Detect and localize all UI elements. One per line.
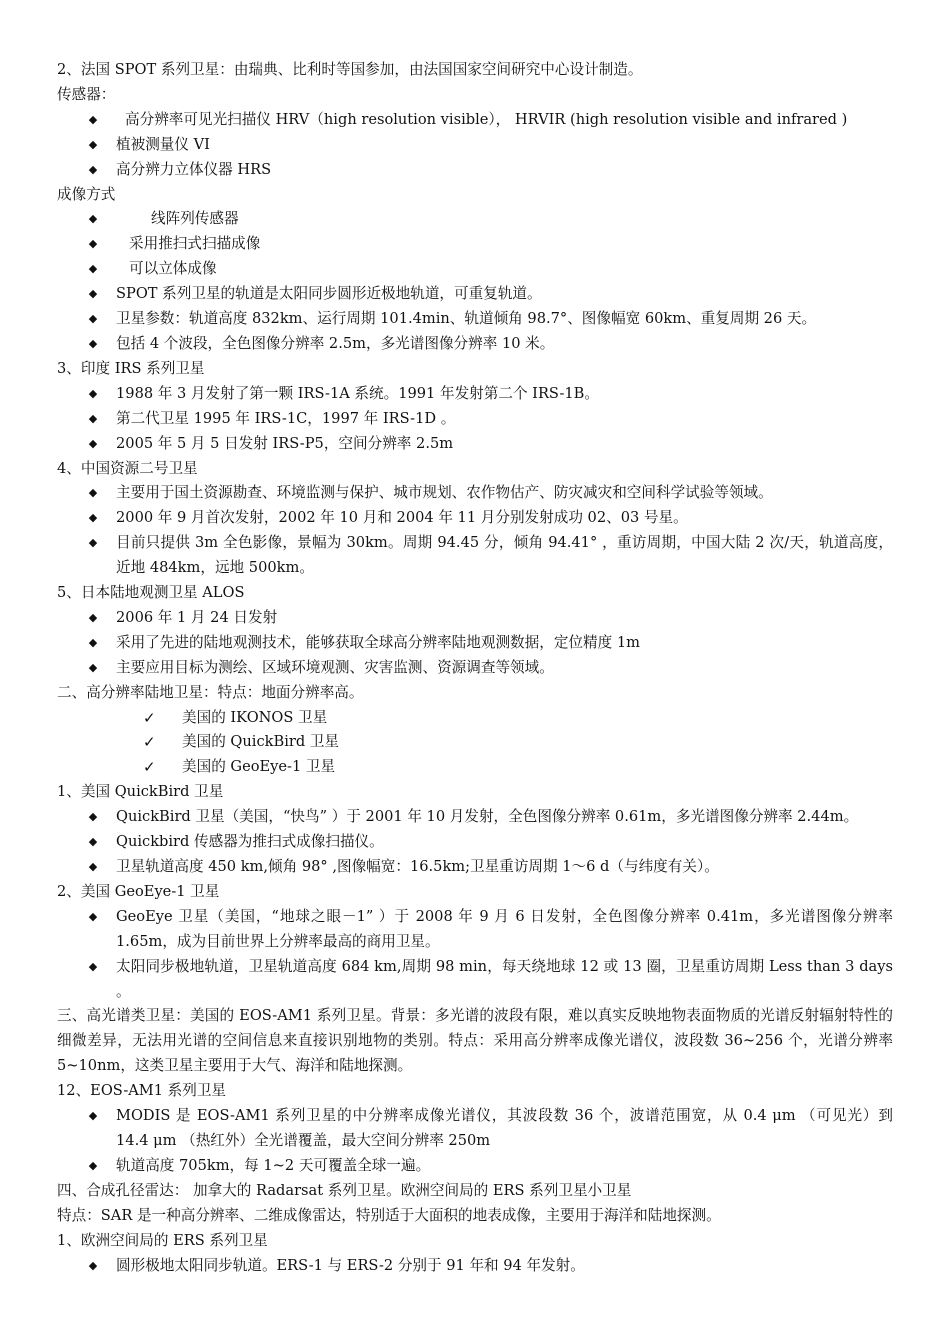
bullet-item: [57, 133, 893, 158]
heading-line: 2、法国 SPOT 系列卫星：由瑞典、比利时等国参加，由法国国家空间研究中心设计制造。: [57, 61, 643, 78]
diamond-bullet-icon: ◆: [88, 336, 98, 350]
checkmark-icon: ✓: [143, 733, 156, 752]
bullet-item: [57, 631, 893, 656]
diamond-bullet-icon: ◆: [88, 835, 98, 849]
item-text: 美国的 QuickBird 卫星: [182, 733, 340, 751]
item-text: 太阳同步极地轨道，卫星轨道高度 684 km,周期 98 min，每天绕地球 12 或 13 圈，卫星重访周期 Less than 3 days 。: [116, 957, 893, 1000]
bullet-item: [57, 407, 893, 432]
item-text: 卫星轨道高度 450 km,倾角 98° ,图像幅宽：16.5km;卫星重访周期 1～6 d（与纬度有关）。: [116, 858, 719, 875]
item-text: 2000 年 9 月首次发射，2002 年 10 月和 2004 年 11 月分别发射成功 02、03 号星。: [116, 509, 688, 527]
bullet-item: [57, 307, 893, 332]
bullet-item: [57, 108, 893, 133]
diamond-bullet-icon: ◆: [88, 860, 98, 873]
item-text: 美国的 IKONOS 卫星: [182, 708, 328, 726]
bullet-item: [57, 1104, 893, 1154]
item-text: GeoEye 卫星（美国，“地球之眼－1” ）于 2008 年 9 月 6 日发射，全色图像分辨率 0.41m，多光谱图像分辨率 1.65m，成为目前世界上分辨率最高的商用卫星。: [116, 907, 893, 950]
bullet-item: [57, 257, 893, 282]
checkmark-icon: ✓: [143, 708, 156, 727]
item-text: 第二代卫星 1995 年 IRS-1C，1997 年 IRS-1D 。: [116, 409, 456, 427]
heading-line: 2、美国 GeoEye-1 卫星: [57, 882, 220, 900]
diamond-bullet-icon: ◆: [88, 1109, 98, 1123]
bullet-item: [57, 1254, 893, 1279]
diamond-bullet-icon: ◆: [88, 162, 98, 176]
item-text: 采用了先进的陆地观测技术，能够获取全球高分辨率陆地观测数据，定位精度 1m: [116, 633, 640, 651]
bullet-item: [57, 232, 893, 257]
check-item: [57, 706, 893, 731]
diamond-bullet-icon: ◆: [88, 536, 98, 550]
heading-line: 12、EOS-AM1 系列卫星: [57, 1082, 227, 1100]
bullet-item: [57, 855, 893, 880]
heading-line: 5、日本陆地观测卫星 ALOS: [57, 584, 245, 602]
bullet-item: [57, 531, 893, 581]
item-text: 主要用于国土资源勘查、环境监测与保护、城市规划、农作物估产、防灾减灾和空间科学试验等领域。: [116, 484, 773, 502]
item-text: 2006 年 1 月 24 日发射: [116, 608, 278, 626]
item-text: QuickBird 卫星（美国，“快鸟” ）于 2001 年 10 月发射，全色图像分辨率 0.61m，多光谱图像分辨率 2.44m。: [116, 808, 859, 826]
bullet-item: [57, 606, 893, 631]
diamond-bullet-icon: ◆: [88, 411, 98, 425]
bullet-item: [57, 905, 893, 955]
diamond-bullet-icon: ◆: [88, 287, 98, 301]
check-item: [57, 730, 893, 755]
bullet-item: [57, 805, 893, 830]
diamond-bullet-icon: ◆: [88, 112, 98, 126]
check-item: [57, 755, 893, 780]
checkmark-icon: ✓: [143, 758, 156, 777]
item-text: 线阵列传感器: [151, 210, 239, 228]
bullet-item: [57, 158, 893, 183]
item-text: 高分辨力立体仪器 HRS: [116, 160, 272, 178]
diamond-bullet-icon: ◆: [88, 312, 98, 326]
item-text: 包括 4 个波段，全色图像分辨率 2.5m，多光谱图像分辨率 10 米。: [116, 334, 555, 352]
heading-line: 4、中国资源二号卫星: [57, 459, 198, 477]
diamond-bullet-icon: ◆: [88, 436, 98, 450]
diamond-bullet-icon: ◆: [88, 635, 98, 649]
diamond-bullet-icon: ◆: [88, 386, 98, 400]
diamond-bullet-icon: ◆: [88, 262, 98, 276]
diamond-bullet-icon: ◆: [88, 660, 98, 674]
bullet-item: [57, 830, 893, 855]
diamond-bullet-icon: ◆: [88, 137, 98, 151]
bullet-item: [57, 506, 893, 531]
item-text: 植被测量仪 VI: [116, 135, 210, 153]
heading-line: 二、高分辨率陆地卫星：特点：地面分辨率高。: [57, 683, 364, 701]
item-text: 轨道高度 705km，每 1~2 天可覆盖全球一遍。: [116, 1156, 431, 1174]
item-text: 卫星参数：轨道高度 832km、运行周期 101.4min、轨道倾角 98.7°、图像幅宽 60km、重复周期 26 天。: [116, 310, 817, 328]
bullet-item: [57, 955, 893, 1005]
diamond-bullet-icon: ◆: [88, 909, 98, 923]
diamond-bullet-icon: ◆: [88, 610, 98, 624]
diamond-bullet-icon: ◆: [88, 486, 98, 500]
item-text: 高分辨率可见光扫描仪 HRV（high resolution visible）， HRVIR (high resolution visible and infrared ): [125, 110, 848, 128]
bullet-item: [57, 207, 893, 232]
heading-line: 传感器：: [57, 85, 116, 103]
heading-line: 1、美国 QuickBird 卫星: [57, 783, 224, 801]
item-text: 1988 年 3 月发射了第一颗 IRS-1A 系统。1991 年发射第二个 IRS-1B。: [116, 384, 599, 402]
bullet-item: [57, 656, 893, 681]
item-text: SPOT 系列卫星的轨道是太阳同步圆形近极地轨道，可重复轨道。: [116, 285, 542, 303]
paragraph: 三、高光谱类卫星：美国的 EOS-AM1 系列卫星。背景：多光谱的波段有限，难以真实反映地物表面物质的光谱反射辐射特性的细微差异，无法用光谱的空间信息来直接识别地物的类别。特点：采用高分辨率成像光谱仪，波段数 36~256 个，光谱分辨率 5~10nm，这类卫星主要用于大气、海洋和陆地探测。: [57, 1007, 893, 1075]
bullet-item: [57, 282, 893, 307]
item-text: 圆形极地太阳同步轨道。ERS-1 与 ERS-2 分别于 91 年和 94 年发射。: [116, 1256, 585, 1274]
item-text: 2005 年 5 月 5 日发射 IRS-P5，空间分辨率 2.5m: [116, 434, 454, 452]
diamond-bullet-icon: ◆: [88, 237, 98, 251]
item-text: 可以立体成像: [129, 260, 217, 278]
heading-line: 成像方式: [57, 185, 116, 203]
heading-line: 1、欧洲空间局的 ERS 系列卫星: [57, 1231, 268, 1249]
heading-line: 3、印度 IRS 系列卫星: [57, 359, 205, 377]
bullet-item: [57, 481, 893, 506]
bullet-item: [57, 332, 893, 357]
item-text: MODIS 是 EOS-AM1 系列卫星的中分辨率成像光谱仪，其波段数 36 个，波谱范围宽，从 0.4 μm （可见光）到 14.4 μm （热红外）全光谱覆盖，最大空间分辨率 250m: [116, 1107, 893, 1149]
diamond-bullet-icon: ◆: [88, 212, 98, 226]
item-text: 目前只提供 3m 全色影像，景幅为 30km。周期 94.45 分，倾角 94.41° ，重访周期，中国大陆 2 次/天，轨道高度，近地 484km，远地 500km。: [116, 534, 893, 577]
diamond-bullet-icon: ◆: [88, 959, 98, 973]
diamond-bullet-icon: ◆: [88, 1258, 98, 1272]
item-text: 主要应用目标为测绘、区域环境观测、灾害监测、资源调查等领域。: [116, 658, 554, 676]
item-text: Quickbird 传感器为推扫式成像扫描仪。: [116, 833, 384, 851]
diamond-bullet-icon: ◆: [88, 810, 98, 824]
heading-line: 四、合成孔径雷达： 加拿大的 Radarsat 系列卫星。欧洲空间局的 ERS 系列卫星小卫星: [57, 1181, 632, 1199]
item-text: 采用推扫式扫描成像: [129, 235, 261, 253]
heading-line: 特点：SAR 是一种高分辨率、二维成像雷达，特别适于大面积的地表成像，主要用于海洋和陆地探测。: [57, 1206, 721, 1224]
bullet-item: [57, 432, 893, 457]
diamond-bullet-icon: ◆: [88, 511, 98, 525]
diamond-bullet-icon: ◆: [88, 1158, 98, 1172]
bullet-item: [57, 382, 893, 407]
bullet-item: [57, 1154, 893, 1179]
item-text: 美国的 GeoEye-1 卫星: [182, 758, 336, 776]
